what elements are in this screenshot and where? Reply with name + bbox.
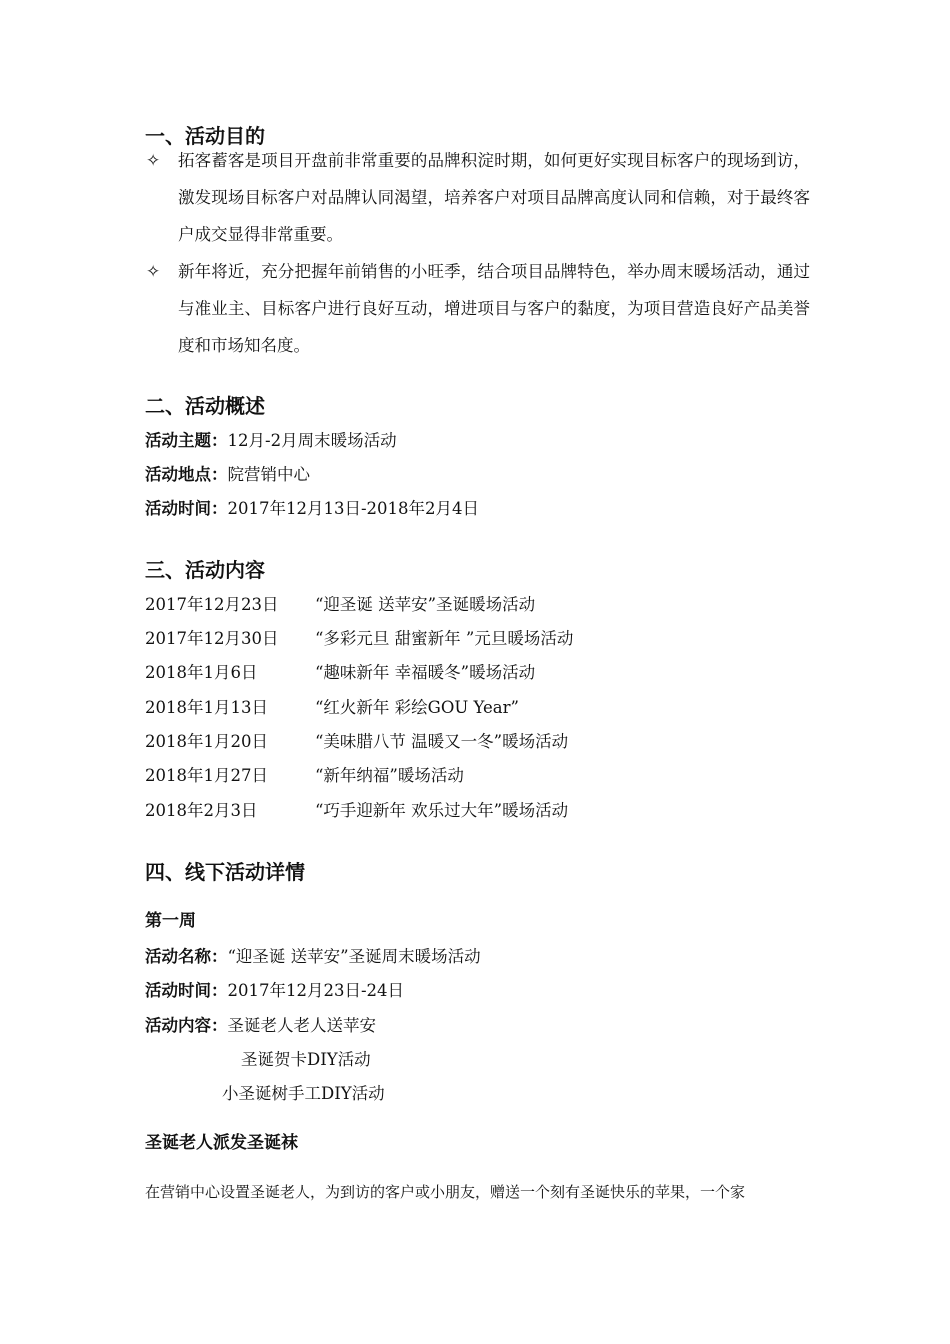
section-3-title: 三、活动内容 [145, 558, 265, 582]
schedule-event: “迎圣诞 送苹安”圣诞暖场活动 [315, 595, 536, 614]
schedule-event: “巧手迎新年 欢乐过大年”暖场活动 [315, 801, 569, 820]
schedule-row [145, 765, 464, 787]
detail-label: 活动内容： [145, 1016, 228, 1035]
schedule-row [145, 697, 519, 719]
bullet-icon: ✧ [146, 262, 161, 282]
schedule-event: “美味腊八节 温暖又一冬”暖场活动 [315, 732, 569, 751]
overview-row-time [145, 498, 479, 520]
sub-section-title: 圣诞老人派发圣诞袜 [145, 1133, 298, 1153]
sub-section-text: 在营销中心设置圣诞老人，为到访的客户或小朋友，赠送一个刻有圣诞快乐的苹果，一个家 [145, 1183, 746, 1201]
schedule-date: 2017年12月23日 [145, 595, 279, 614]
content-item: 圣诞贺卡DIY活动 [241, 1050, 371, 1069]
detail-row-name [145, 946, 481, 968]
schedule-row [145, 800, 568, 822]
week-title: 第一周 [145, 911, 196, 931]
schedule-row [145, 628, 573, 650]
schedule-event: “多彩元旦 甜蜜新年 ”元旦暖场活动 [315, 629, 574, 648]
overview-label: 活动地点： [145, 465, 228, 484]
schedule-date: 2017年12月30日 [145, 629, 279, 648]
overview-value: 12月-2月周末暖场活动 [227, 431, 397, 450]
detail-label: 活动时间： [145, 981, 228, 1000]
content-item: 小圣诞树手工DIY活动 [222, 1084, 385, 1103]
detail-value: “迎圣诞 送苹安”圣诞周末暖场活动 [227, 947, 481, 966]
overview-value: 2017年12月13日-2018年2月4日 [227, 499, 480, 518]
overview-label: 活动主题： [145, 431, 228, 450]
detail-value: 圣诞老人老人送苹安 [227, 1016, 376, 1035]
detail-row-content [145, 1015, 376, 1037]
schedule-row [145, 662, 535, 684]
schedule-row [145, 731, 568, 753]
section-2-title: 二、活动概述 [145, 394, 265, 418]
overview-row-location [145, 464, 310, 486]
section-4-title: 四、线下活动详情 [145, 860, 305, 884]
schedule-date: 2018年1月27日 [145, 766, 268, 785]
schedule-date: 2018年1月20日 [145, 732, 268, 751]
detail-value: 2017年12月23日-24日 [227, 981, 405, 1000]
schedule-event: “趣味新年 幸福暖冬”暖场活动 [315, 663, 536, 682]
overview-row-theme [145, 430, 397, 452]
schedule-date: 2018年1月6日 [145, 663, 258, 682]
schedule-row [145, 594, 535, 616]
schedule-date: 2018年1月13日 [145, 698, 268, 717]
section-1-title: 一、活动目的 [145, 124, 265, 148]
overview-value: 院营销中心 [227, 465, 310, 484]
overview-label: 活动时间： [145, 499, 228, 518]
purpose-paragraph-1: 拓客蓄客是项目开盘前非常重要的品牌积淀时期，如何更好实现目标客户的现场到访，激发现场目标客户对品牌认同渴望，培养客户对项目品牌高度认同和信赖，对于最终客户成交显得非常重要。 [178, 151, 810, 244]
bullet-icon: ✧ [146, 151, 161, 171]
detail-row-time [145, 980, 404, 1002]
schedule-date: 2018年2月3日 [145, 801, 258, 820]
schedule-event: “新年纳福”暖场活动 [315, 766, 464, 785]
detail-label: 活动名称： [145, 947, 228, 966]
purpose-paragraph-2: 新年将近，充分把握年前销售的小旺季，结合项目品牌特色，举办周末暖场活动，通过 与准业主、目标客户进行良好互动，增进项目与客户的黏度，为项目营造良好产品美誉度和市场知名度。 [178, 262, 810, 355]
schedule-event: “红火新年 彩绘GOU Year” [315, 698, 519, 717]
